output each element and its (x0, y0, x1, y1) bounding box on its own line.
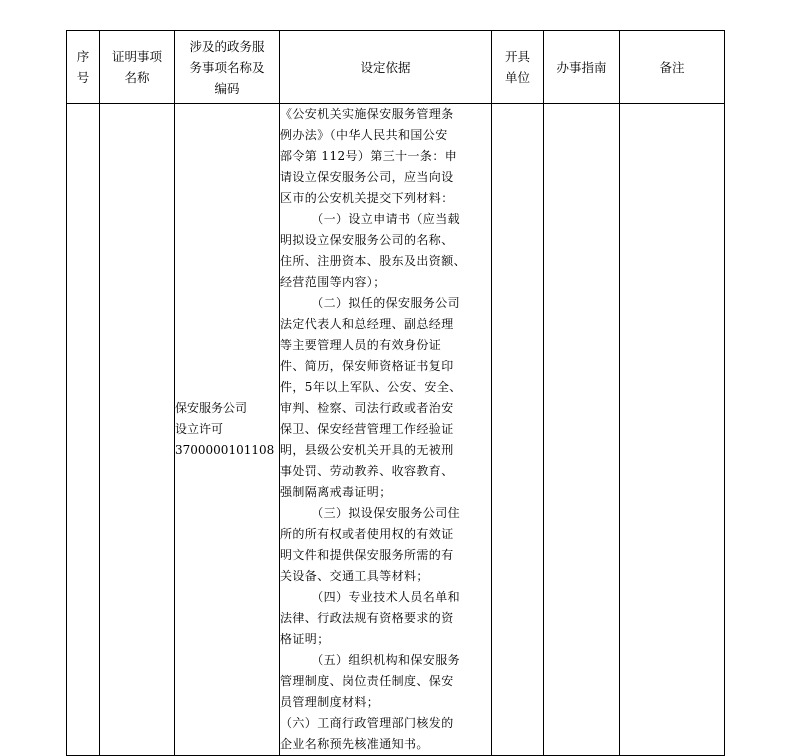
basis-text-line: 员管理制度材料； (280, 695, 380, 709)
basis-text-line: 事处罚、劳动教养、收容教育、 (280, 464, 454, 478)
cell-seq (67, 104, 100, 756)
cell-basis (280, 104, 492, 756)
basis-text-line: 法定代表人和总经理、副总经理 (280, 317, 454, 331)
header-issuer-line-2: 单位 (504, 70, 530, 85)
basis-text-line: 关设备、交通工具等材料； (280, 569, 429, 583)
header-related-service-line-3: 编码 (214, 80, 240, 96)
basis-text-line: 《公安机关实施保安服务管理条 (280, 107, 454, 121)
header-related-service (175, 31, 280, 104)
header-related-service-line-1: 涉及的政务服 (189, 38, 265, 54)
basis-text-line: 请设立保安服务公司，应当向设 (280, 170, 454, 184)
basis-text-line: 件、简历，保安师资格证书复印 (280, 359, 454, 373)
related-service-code: 3700000101108 (175, 443, 275, 457)
basis-text-line: （一）设立申请书（应当载 (280, 212, 461, 226)
basis-text-line: 部令第 112号）第三十一条：申 (280, 149, 458, 163)
header-seq-line-1: 序 (76, 49, 90, 64)
header-remarks: 备注 (620, 31, 725, 104)
basis-text-line: 企业名称预先核准通知书。 (280, 737, 429, 751)
table-row (67, 104, 725, 756)
related-service-line-1: 保安服务公司 (175, 401, 248, 415)
basis-text-line: 区市的公安机关提交下列材料： (280, 191, 454, 205)
header-seq-line-2: 号 (76, 70, 90, 85)
basis-text-line: 强制隔离戒毒证明； (280, 485, 392, 499)
basis-text-line: 明拟设立保安服务公司的名称、 (280, 233, 454, 247)
cell-remarks (620, 104, 725, 756)
cell-cert-name (100, 104, 175, 756)
header-cert-name-line-1: 证明事项 (111, 49, 162, 64)
basis-text-line: （五）组织机构和保安服务 (280, 653, 461, 667)
basis-text-line: （三）拟设保安服务公司住 (280, 506, 461, 520)
header-guide: 办事指南 (544, 31, 620, 104)
basis-text-line: 经营范围等内容）； (280, 275, 386, 289)
basis-text-line: （六）工商行政管理部门核发的 (280, 716, 454, 730)
cell-issuer (492, 104, 544, 756)
header-seq (67, 31, 100, 104)
basis-text-line: 等主要管理人员的有效身份证 (280, 338, 442, 352)
header-row (67, 31, 725, 104)
basis-text-line: （四）专业技术人员名单和 (280, 590, 461, 604)
basis-text-line: 例办法》（中华人民共和国公安 (280, 128, 448, 142)
basis-text-line: 保卫、保安经营管理工作经验证 (280, 422, 454, 436)
header-cert-name (100, 31, 175, 104)
basis-text-line: 所的所有权或者使用权的有效证 (280, 527, 454, 541)
basis-text-line: 件，5年以上军队、公安、安全、 (280, 380, 462, 394)
header-issuer (492, 31, 544, 104)
cell-related-service (175, 104, 280, 756)
basis-text-line: 管理制度、岗位责任制度、保安 (280, 674, 454, 688)
certification-items-table (66, 30, 725, 756)
header-issuer-line-1: 开具 (504, 49, 530, 64)
header-basis: 设定依据 (280, 31, 492, 104)
header-cert-name-line-2: 名称 (124, 70, 150, 85)
basis-text-line: 住所、注册资本、股东及出资额、 (280, 254, 467, 268)
basis-text-line: 法律、行政法规有资格要求的资 (280, 611, 454, 625)
cell-guide (544, 104, 620, 756)
header-related-service-line-2: 务事项名称及 (189, 59, 265, 75)
basis-text-line: 审判、检察、司法行政或者治安 (280, 401, 454, 415)
basis-text-line: 明文件和提供保安服务所需的有 (280, 548, 454, 562)
basis-text-line: （二）拟任的保安服务公司 (280, 296, 461, 310)
related-service-line-2: 设立许可 (175, 422, 224, 436)
basis-text-line: 明，县级公安机关开具的无被刑 (280, 443, 454, 457)
basis-text-line: 格证明； (280, 632, 330, 646)
